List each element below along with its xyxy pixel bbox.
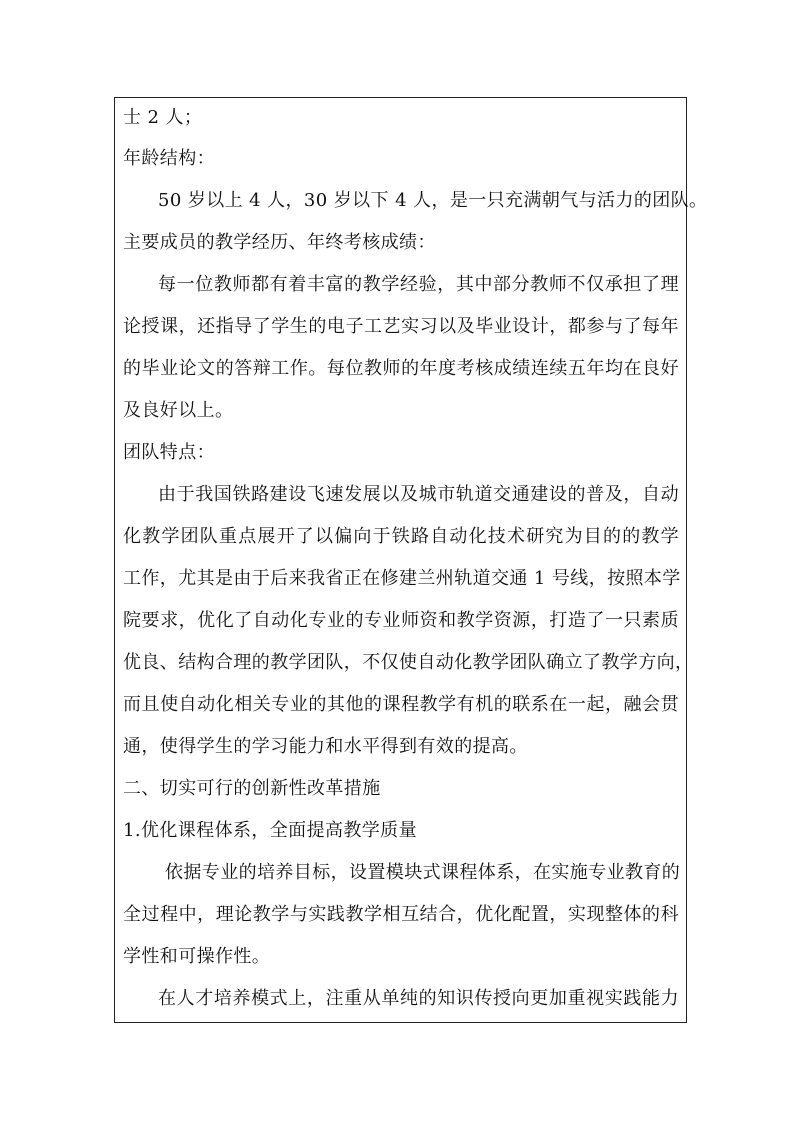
text-line-4: 主要成员的教学经历、年终考核成绩：: [123, 232, 436, 253]
document-body: [123, 98, 708, 1020]
text-line-1: 士 2 人；: [123, 107, 203, 128]
text-line-16: 通，使得学生的学习能力和水平得到有效的提高。: [123, 736, 528, 757]
text-line-15: 而且使自动化相关专业的其他的课程教学有机的联系在一起，融会贯: [123, 694, 679, 715]
text-line-22: 在人才培养模式上，注重从单纯的知识传授向更加重视实践能力: [158, 988, 679, 1009]
subsection-heading: 1.优化课程体系，全面提高教学质量: [123, 820, 417, 841]
text-line-12: 工作，尤其是由于后来我省正在修建兰州轨道交通 1 号线，按照本学: [123, 568, 681, 589]
text-line-14: 优良、结构合理的教学团队，不仅使自动化教学团队确立了教学方向，: [123, 652, 694, 673]
text-line-9: 团队特点：: [123, 442, 215, 463]
document-frame: [114, 97, 708, 1023]
text-line-13: 院要求，优化了自动化专业的专业师资和教学资源，打造了一只素质: [123, 610, 679, 631]
text-line-8: 及良好以上。: [123, 400, 234, 421]
text-line-21: 学性和可操作性。: [123, 946, 271, 967]
text-line-20: 全过程中，理论教学与实践教学相互结合，优化配置，实现整体的科: [123, 904, 679, 925]
text-line-7: 的毕业论文的答辩工作。每位教师的年度考核成绩连续五年均在良好: [123, 358, 679, 379]
text-line-5: 每一位教师都有着丰富的教学经验，其中部分教师不仅承担了理: [158, 274, 679, 295]
text-line-11: 化教学团队重点展开了以偏向于铁路自动化技术研究为目的的教学: [123, 526, 679, 547]
text-line-10: 由于我国铁路建设飞速发展以及城市轨道交通建设的普及，自动: [158, 484, 679, 505]
text-line-2: 年龄结构：: [123, 148, 215, 169]
text-line-19: 依据专业的培养目标，设置模块式课程体系，在实施专业教育的: [165, 862, 681, 883]
text-line-6: 论授课，还指导了学生的电子工艺实习以及毕业设计，都参与了每年: [123, 316, 679, 337]
text-line-3: 50 岁以上 4 人，30 岁以下 4 人，是一只充满朝气与活力的团队。: [158, 190, 708, 211]
section-heading: 二、切实可行的创新性改革措施: [123, 778, 381, 799]
